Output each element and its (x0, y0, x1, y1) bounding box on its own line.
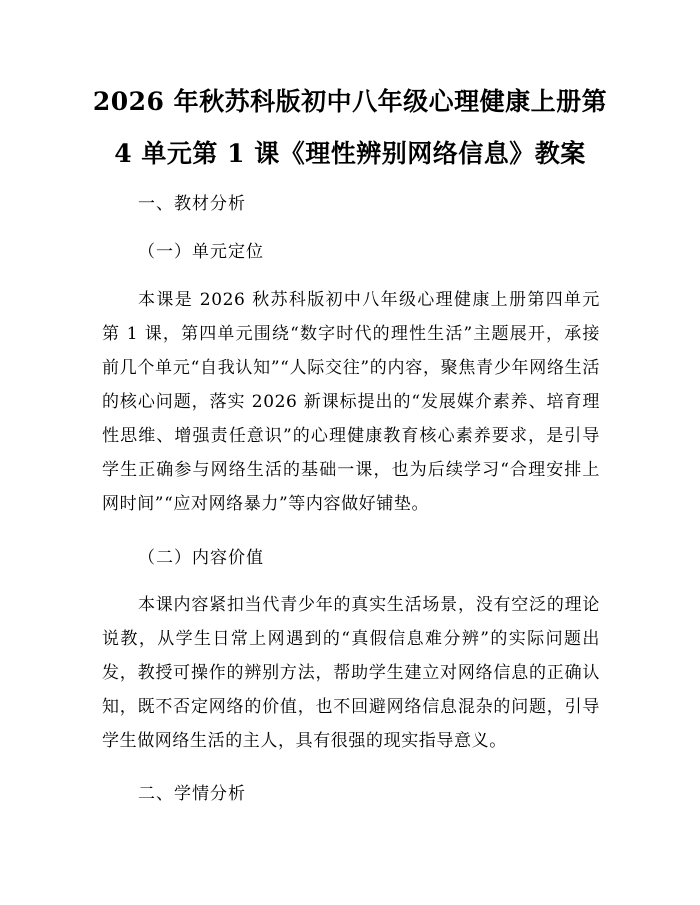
paragraph-unit-positioning: 本课是 2026 秋苏科版初中八年级心理健康上册第四单元第 1 课，第四单元围绕“数字时代的理性生活”主题展开，承接前几个单元“自我认知”“人际交往”的内容，聚焦青少年网络生活的核心问题，落实 2026 新课标提出的“发展媒介素养、培育理性思维、增强责任意识”的心理健康教育核心素养要求，是引导学生正确参与网络生活的基础一课，也为后续学习“合理安排上网时间”“应对网络暴力”等内容做好铺垫。 (102, 290, 600, 514)
section-heading-student-analysis: 二、学情分析 (138, 784, 246, 804)
subsection-heading-unit-positioning: （一）单元定位 (138, 242, 264, 262)
section-heading-textbook-analysis: 一、教材分析 (138, 194, 246, 214)
document-title-line-1: 2026 年秋苏科版初中八年级心理健康上册第 (92, 87, 608, 116)
paragraph-content-value: 本课内容紧扣当代青少年的真实生活场景，没有空泛的理论说教，从学生日常上网遇到的“真假信息难分辨”的实际问题出发，教授可操作的辨别方法，帮助学生建立对网络信息的正确认知，既不否定网络的价值，也不回避网络信息混杂的问题，引导学生做网络生活的主人，具有很强的现实指导意义。 (102, 595, 600, 751)
document-title-line-2: 4 单元第 1 课《理性辨别网络信息》教案 (114, 139, 586, 168)
subsection-heading-content-value: （二）内容价值 (138, 548, 264, 568)
